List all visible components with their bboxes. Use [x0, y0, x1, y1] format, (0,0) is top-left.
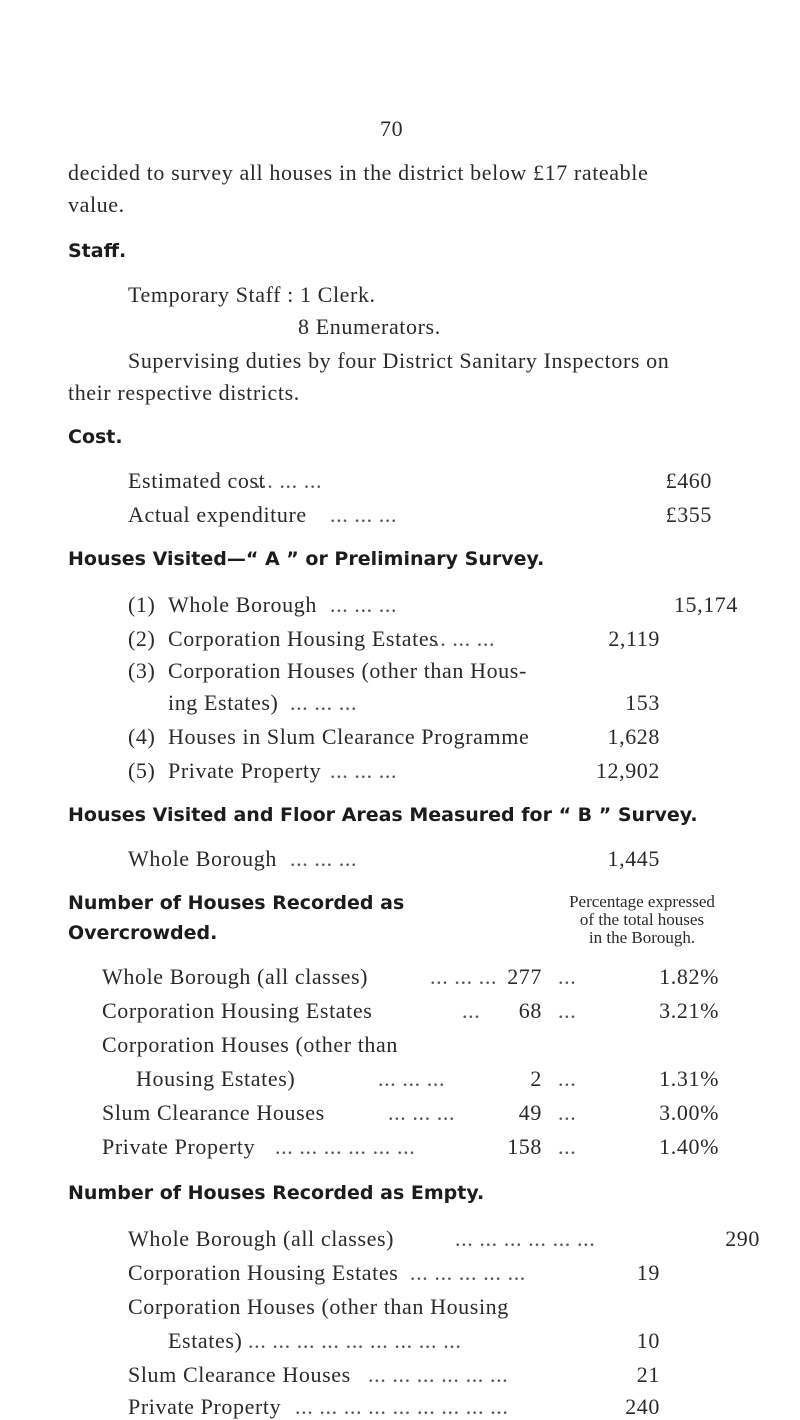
overcrowded-sep-5: ...	[558, 1134, 577, 1159]
overcrowded-sep-1: ...	[558, 964, 577, 989]
empty-value-4: 21	[636, 1362, 660, 1387]
overcrowded-heading-2: Overcrowded.	[68, 922, 218, 944]
overcrowded-count-2: 68	[518, 998, 542, 1023]
empty-label-2: Corporation Housing Estates	[128, 1260, 399, 1285]
survey-a-num-3: (3)	[128, 658, 156, 683]
survey-b-value: 1,445	[607, 846, 660, 871]
pct-header-3: in the Borough.	[588, 928, 696, 947]
survey-a-label-2: Corporation Housing Estates	[168, 626, 439, 651]
empty-leader-4: ... ... ... ... ... ...	[368, 1362, 509, 1387]
survey-a-value-4: 1,628	[607, 724, 660, 749]
empty-value-5: 240	[625, 1394, 660, 1419]
overcrowded-label-3b: Housing Estates)	[136, 1066, 296, 1091]
overcrowded-sep-4: ...	[558, 1100, 577, 1125]
cost-actual-leader: ... ... ...	[330, 502, 398, 527]
intro-line-1: decided to survey all houses in the district below £17 rateable	[68, 160, 649, 185]
cost-actual-label: Actual expenditure	[128, 502, 307, 527]
cost-actual-value: £355	[665, 502, 712, 527]
survey-b-heading: Houses Visited and Floor Areas Measured for “ B ” Survey.	[68, 804, 698, 826]
overcrowded-leader-3: ... ... ...	[378, 1066, 446, 1091]
survey-a-leader-5: ... ... ...	[330, 758, 398, 783]
survey-a-label-5: Private Property	[168, 758, 322, 783]
cost-estimated-value: £460	[665, 468, 712, 493]
overcrowded-leader-5: ... ... ... ... ... ...	[275, 1134, 416, 1159]
empty-value-3: 10	[636, 1328, 660, 1353]
survey-a-label-1: Whole Borough	[168, 592, 317, 617]
survey-a-value-2: 2,119	[608, 626, 660, 651]
empty-label-4: Slum Clearance Houses	[128, 1362, 351, 1387]
overcrowded-count-4: 49	[518, 1100, 542, 1125]
survey-a-leader-3: ... ... ...	[290, 690, 358, 715]
staff-supervising-2: their respective districts.	[68, 380, 300, 405]
survey-a-num-2: (2)	[128, 626, 156, 651]
survey-a-label-4: Houses in Slum Clearance Programme	[168, 724, 530, 749]
overcrowded-pct-4: 3.00%	[659, 1100, 719, 1125]
survey-a-leader-1: ... ... ...	[330, 592, 398, 617]
overcrowded-count-5: 158	[507, 1134, 542, 1159]
empty-label-3b: Estates)	[168, 1328, 243, 1353]
overcrowded-heading-1: Number of Houses Recorded as	[68, 892, 405, 914]
overcrowded-pct-1: 1.82%	[659, 964, 719, 989]
empty-leader-2: ... ... ... ... ...	[410, 1260, 526, 1285]
overcrowded-leader-2: ...	[462, 998, 481, 1023]
overcrowded-pct-5: 1.40%	[659, 1134, 719, 1159]
staff-enumerators: 8 Enumerators.	[298, 314, 441, 339]
empty-label-1: Whole Borough (all classes)	[128, 1226, 395, 1251]
survey-a-value-1: 15,174	[673, 592, 738, 617]
empty-label-3: Corporation Houses (other than Housing	[128, 1294, 509, 1319]
survey-a-label-3b: ing Estates)	[168, 690, 279, 715]
survey-b-leader: ... ... ...	[290, 846, 358, 871]
cost-heading: Cost.	[68, 426, 123, 448]
empty-label-5: Private Property	[128, 1394, 282, 1419]
survey-a-num-5: (5)	[128, 758, 156, 783]
survey-a-value-5: 12,902	[595, 758, 660, 783]
survey-b-label: Whole Borough	[128, 846, 277, 871]
overcrowded-pct-2: 3.21%	[659, 998, 719, 1023]
overcrowded-label-4: Slum Clearance Houses	[102, 1100, 325, 1125]
overcrowded-sep-2: ...	[558, 998, 577, 1023]
pct-header-2: of the total houses	[579, 910, 705, 929]
staff-temporary: Temporary Staff : 1 Clerk.	[128, 282, 376, 307]
staff-supervising-1: Supervising duties by four District Sanitary Inspectors on	[128, 348, 670, 373]
empty-leader-3: ... ... ... ... ... ... ... ... ...	[248, 1328, 462, 1353]
pct-header-1: Percentage expressed	[569, 892, 715, 911]
empty-leader-1: ... ... ... ... ... ...	[455, 1226, 596, 1251]
cost-estimated-leader: ... ... ...	[255, 468, 323, 493]
overcrowded-label-2: Corporation Housing Estates	[102, 998, 373, 1023]
overcrowded-label-1: Whole Borough (all classes)	[102, 964, 369, 989]
survey-a-heading: Houses Visited—“ A ” or Preliminary Survey.	[68, 548, 545, 570]
page-number: 70	[380, 116, 404, 141]
intro-line-2: value.	[68, 192, 125, 217]
overcrowded-label-3: Corporation Houses (other than	[102, 1032, 398, 1057]
overcrowded-sep-3: ...	[558, 1066, 577, 1091]
empty-heading: Number of Houses Recorded as Empty.	[68, 1182, 485, 1204]
overcrowded-pct-3: 1.31%	[659, 1066, 719, 1091]
staff-heading: Staff.	[68, 240, 127, 262]
survey-a-num-1: (1)	[128, 592, 156, 617]
survey-a-leader-2: ... ... ...	[428, 626, 496, 651]
empty-value-2: 19	[636, 1260, 660, 1285]
overcrowded-label-5: Private Property	[102, 1134, 256, 1159]
overcrowded-leader-1: ... ... ...	[430, 964, 498, 989]
overcrowded-count-1: 277	[507, 964, 542, 989]
cost-estimated-label: Estimated cost	[128, 468, 266, 493]
survey-a-label-3: Corporation Houses (other than Hous-	[168, 658, 527, 683]
survey-a-num-4: (4)	[128, 724, 156, 749]
survey-a-value-3: 153	[625, 690, 660, 715]
empty-value-1: 290	[725, 1226, 760, 1251]
empty-leader-5: ... ... ... ... ... ... ... ... ...	[295, 1394, 509, 1419]
overcrowded-count-3: 2	[530, 1066, 542, 1091]
overcrowded-leader-4: ... ... ...	[388, 1100, 456, 1125]
